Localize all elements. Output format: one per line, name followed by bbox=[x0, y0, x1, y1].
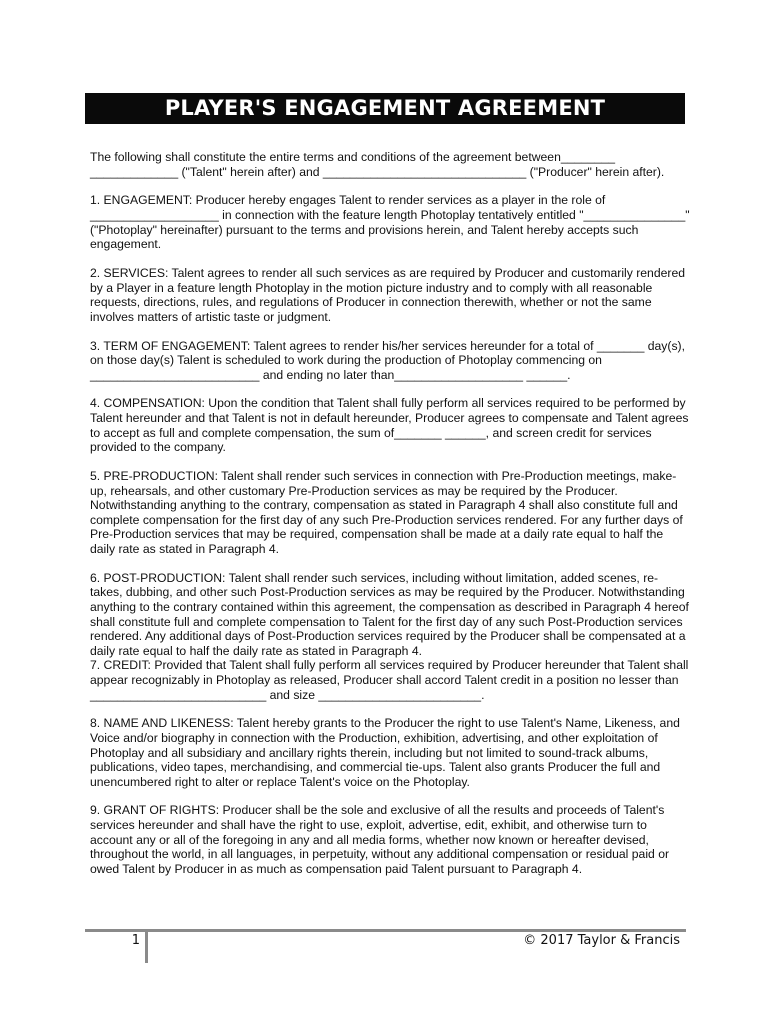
document-title: PLAYER'S ENGAGEMENT AGREEMENT bbox=[85, 93, 685, 124]
agreement-body bbox=[90, 150, 690, 891]
compensation-clause: 4. COMPENSATION: Upon the condition that Talent shall fully perform all services required to be performed by Talent hereunder and that Talent is not in default hereunder, Producer agrees to compensate and Talent agrees to accept as full and complete compensation, the sum of_______ ______, and screen credit for services provided to the company. bbox=[90, 396, 689, 455]
intro-paragraph: The following shall constitute the entire terms and conditions of the agreement between________ _____________ ("Talent" herein after) and ______________________________ ("Producer" herein after). bbox=[90, 150, 665, 179]
copyright-notice: © 2017 Taylor & Francis bbox=[523, 933, 680, 948]
post-production-clause: 6. POST-PRODUCTION: Talent shall render such services, including without limitation, added scenes, re-takes, dubbing, and other such Post-Production services as may be required by the Producer. Notwithstanding anything to the contrary contained within this agreement, the compensation as described in Paragraph 4 hereof shall constitute full and complete compensation to Talent for the first day of any such Post-Production services rendered. Any additional days of Post-Production services required by the Producer shall be compensated at a daily rate equal to half the daily rate as stated in Paragraph 4. bbox=[90, 570, 689, 658]
footer-vertical-divider bbox=[145, 932, 148, 963]
page-number: 1 bbox=[131, 933, 140, 948]
name-likeness-clause: 8. NAME AND LIKENESS: Talent hereby grants to the Producer the right to use Talent's Name, Likeness, and Voice and/or biography in connection with the Production, exhibition, advertising, and other exploitation of Photoplay and all subsidiary and ancillary rights therein, including but not limited to sound-track albums, publications, video tapes, merchandising, and commercial tie-ups. Talent also grants Producer the full and unencumbered right to alter or replace Talent's voice on the Photoplay. bbox=[90, 716, 680, 789]
pre-production-clause: 5. PRE-PRODUCTION: Talent shall render such services in connection with Pre-Production meetings, make-up, rehearsals, and other customary Pre-Production services as may be required by the Producer. Notwithstanding anything to the contrary, compensation as stated in Paragraph 4 shall also constitute full and complete compensation for the first day of any such Pre-Production services rendered. For any further days of Pre-Production services that may be required, compensation shall be made at a daily rate equal to half the daily rate as stated in Paragraph 4. bbox=[90, 469, 683, 556]
footer-divider bbox=[85, 929, 686, 932]
engagement-clause: 1. ENGAGEMENT: Producer hereby engages Talent to render services as a player in the role of ___________________ in connection with the feature length Photoplay tentatively entitled "_______________" ("Photoplay" hereinafter) pursuant to the terms and provisions herein, and Talent hereby accepts such engagement. bbox=[90, 193, 690, 252]
credit-clause: 7. CREDIT: Provided that Talent shall fully perform all services required by Producer hereunder that Talent shall appear recognizably in Photoplay as released, Producer shall accord Talent credit in a position no lesser than __________________________ and size ________________________. bbox=[90, 658, 689, 702]
term-clause: 3. TERM OF ENGAGEMENT: Talent agrees to render his/her services hereunder for a total of _______ day(s), on those day(s) Talent is scheduled to work during the production of Photoplay commencing on _________________________ and ending no later than___________________ ______. bbox=[90, 338, 685, 382]
services-clause: 2. SERVICES: Talent agrees to render all such services as are required by Producer and customarily rendered by a Player in a feature length Photoplay in the motion picture industry and to comply with all reasonable requests, directions, rules, and regulations of Producer in connection therewith, whether or not the same involves matters of artistic taste or judgment. bbox=[90, 265, 686, 324]
grant-of-rights-clause: 9. GRANT OF RIGHTS: Producer shall be the sole and exclusive of all the results and proceeds of Talent's services hereunder and shall have the right to use, exploit, advertise, edit, exhibit, and otherwise turn to account any or all of the foregoing in any and all media forms, whether now known or hereafter devised, throughout the world, in all languages, in perpetuity, without any additional compensation or residual paid or owed Talent by Producer in as much as compensation paid Talent pursuant to Paragraph 4. bbox=[90, 803, 670, 876]
